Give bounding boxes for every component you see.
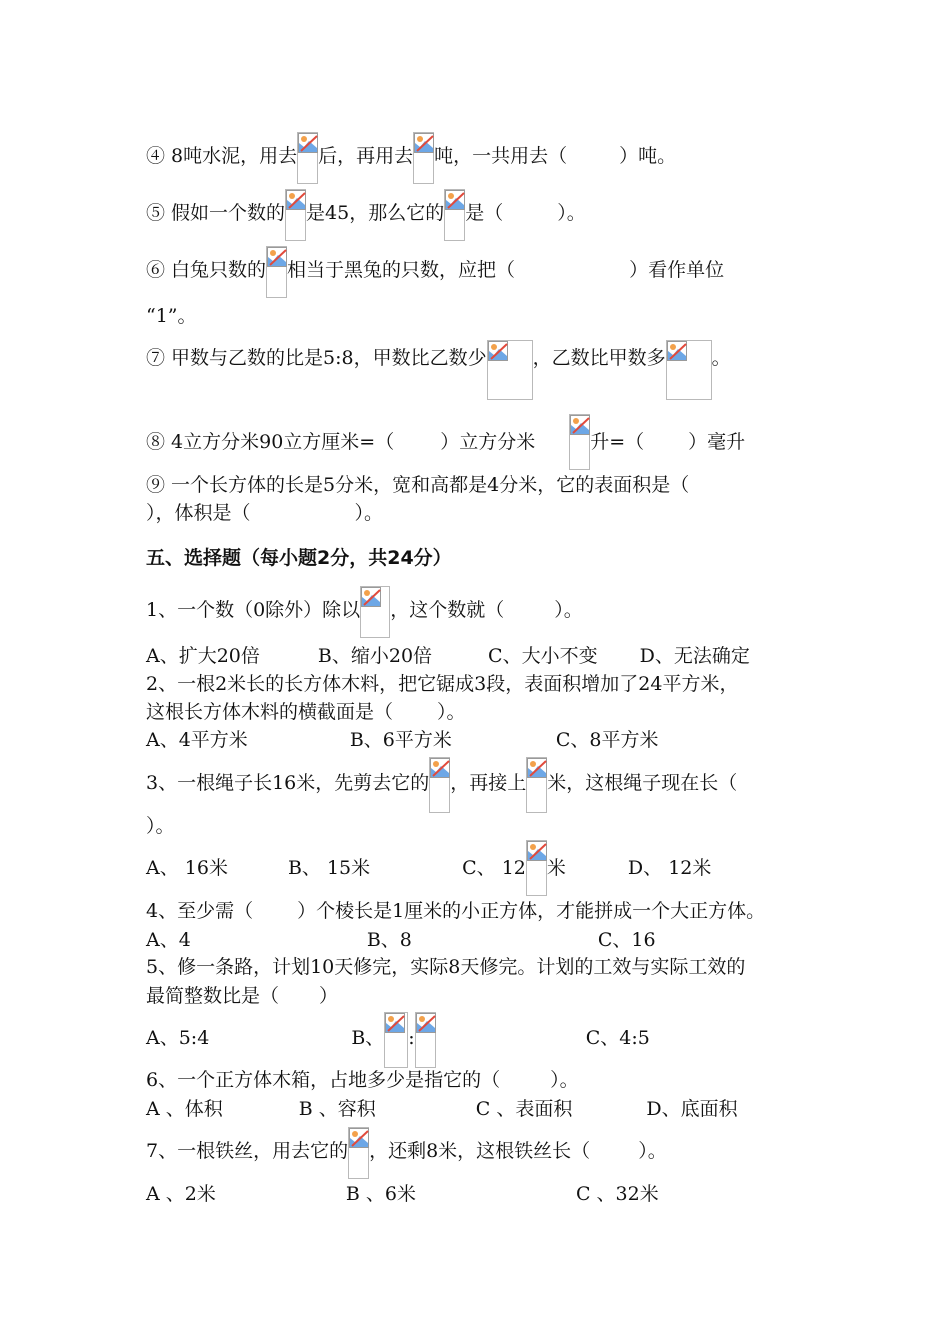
option-c[interactable]: C、4:5 bbox=[585, 1027, 650, 1049]
option-c[interactable]: C、 12 米 bbox=[462, 857, 566, 879]
choice-question-6: 6、一个正方体木箱，占地多少是指它的（ ）。 bbox=[146, 1069, 579, 1091]
choice-options-1 bbox=[146, 644, 750, 668]
option-d[interactable]: D、 12米 bbox=[627, 857, 712, 879]
broken-image-icon bbox=[415, 1012, 436, 1068]
option-a[interactable]: A 、体积 bbox=[146, 1098, 223, 1120]
choice-question-2: 2、一根2米长的长方体木料，把它锯成3段，表面积增加了24平方米， bbox=[146, 673, 739, 695]
choice-options-7 bbox=[146, 1182, 659, 1206]
option-b[interactable]: B、6平方米 bbox=[349, 729, 452, 751]
broken-image-icon bbox=[348, 1127, 369, 1179]
broken-image-icon bbox=[360, 586, 390, 638]
option-a[interactable]: A、4 bbox=[146, 929, 191, 951]
choice-options-4 bbox=[146, 928, 656, 952]
option-b[interactable]: B、 15米 bbox=[287, 857, 371, 879]
broken-image-icon bbox=[266, 246, 287, 298]
broken-image-icon bbox=[413, 132, 434, 184]
section-heading: 五、选择题（每小题2分，共24分） bbox=[146, 547, 452, 569]
broken-image-icon bbox=[526, 757, 547, 813]
option-a[interactable]: A、 16米 bbox=[146, 857, 228, 879]
option-c[interactable]: C、8平方米 bbox=[555, 729, 659, 751]
broken-image-icon bbox=[526, 840, 547, 896]
option-c[interactable]: C、16 bbox=[597, 929, 656, 951]
choice-question-5: 5、修一条路，计划10天修完，实际8天修完。计划的工效与实际工效的 bbox=[146, 956, 746, 978]
fill-item-9: ⑨ 一个长方体的长是5分米，宽和高都是4分米，它的表面积是（ bbox=[146, 474, 690, 496]
option-c[interactable]: C、大小不变 bbox=[488, 645, 598, 667]
choice-options-6 bbox=[146, 1097, 738, 1121]
broken-image-icon bbox=[569, 414, 590, 470]
broken-image-icon bbox=[384, 1012, 408, 1068]
choice-question-4: 4、至少需（ ）个棱长是1厘米的小正方体，才能拼成一个大正方体。 bbox=[146, 900, 766, 922]
option-d[interactable]: D、无法确定 bbox=[639, 645, 750, 667]
option-a[interactable]: A、5:4 bbox=[146, 1027, 210, 1049]
option-a[interactable]: A 、2米 bbox=[146, 1183, 216, 1205]
option-a[interactable]: A、4平方米 bbox=[146, 729, 248, 751]
broken-image-icon bbox=[444, 189, 465, 241]
broken-image-icon bbox=[285, 189, 306, 241]
option-b[interactable]: B 、容积 bbox=[298, 1098, 376, 1120]
choice-question-3: 3、一根绳子长16米，先剪去它的 ，再接上 米，这根绳子现在长（ bbox=[146, 771, 737, 813]
fill-item-9-cont: ），体积是（ ）。 bbox=[146, 502, 384, 524]
option-b[interactable]: B 、6米 bbox=[345, 1183, 416, 1205]
fill-item-4: ④ 8吨水泥，用去 后，再用去 吨，一共用去（ ）吨。 bbox=[146, 144, 676, 184]
broken-image-icon bbox=[666, 340, 712, 400]
option-c[interactable]: C 、表面积 bbox=[475, 1098, 573, 1120]
fill-item-7: ⑦ 甲数与乙数的比是5:8，甲数比乙数少 ，乙数比甲数多 。 bbox=[146, 346, 731, 400]
option-b[interactable]: B、8 bbox=[366, 929, 412, 951]
option-b[interactable]: B、缩小20倍 bbox=[317, 645, 433, 667]
choice-question-5-cont: 最简整数比是（ ） bbox=[146, 985, 339, 1007]
choice-options-2 bbox=[146, 728, 659, 752]
option-c[interactable]: C 、32米 bbox=[575, 1183, 659, 1205]
option-d[interactable]: D、底面积 bbox=[646, 1098, 738, 1120]
choice-question-7: 7、一根铁丝，用去它的 ，还剩8米，这根铁丝长（ ）。 bbox=[146, 1139, 667, 1179]
broken-image-icon bbox=[429, 757, 450, 813]
option-b[interactable]: B、 : bbox=[351, 1027, 435, 1049]
choice-options-3 bbox=[146, 856, 711, 896]
option-a[interactable]: A、扩大20倍 bbox=[146, 645, 260, 667]
fill-item-6-cont: “1”。 bbox=[146, 305, 197, 327]
choice-options-5 bbox=[146, 1026, 650, 1068]
fill-item-6: ⑥ 白兔只数的 相当于黑兔的只数，应把（ ）看作单位 bbox=[146, 258, 724, 298]
broken-image-icon bbox=[487, 340, 533, 400]
choice-question-3-cont: ）。 bbox=[146, 815, 175, 837]
choice-question-1: 1、一个数（0除外）除以 ，这个数就（ ）。 bbox=[146, 598, 583, 638]
fill-item-8: ⑧ 4立方分米90立方厘米=（ ）立方分米 升=（ ）毫升 bbox=[146, 430, 745, 470]
fill-item-5: ⑤ 假如一个数的 是45，那么它的 是（ ）。 bbox=[146, 201, 586, 241]
choice-question-2-cont: 这根长方体木料的横截面是（ ）。 bbox=[146, 701, 466, 723]
broken-image-icon bbox=[297, 132, 318, 184]
